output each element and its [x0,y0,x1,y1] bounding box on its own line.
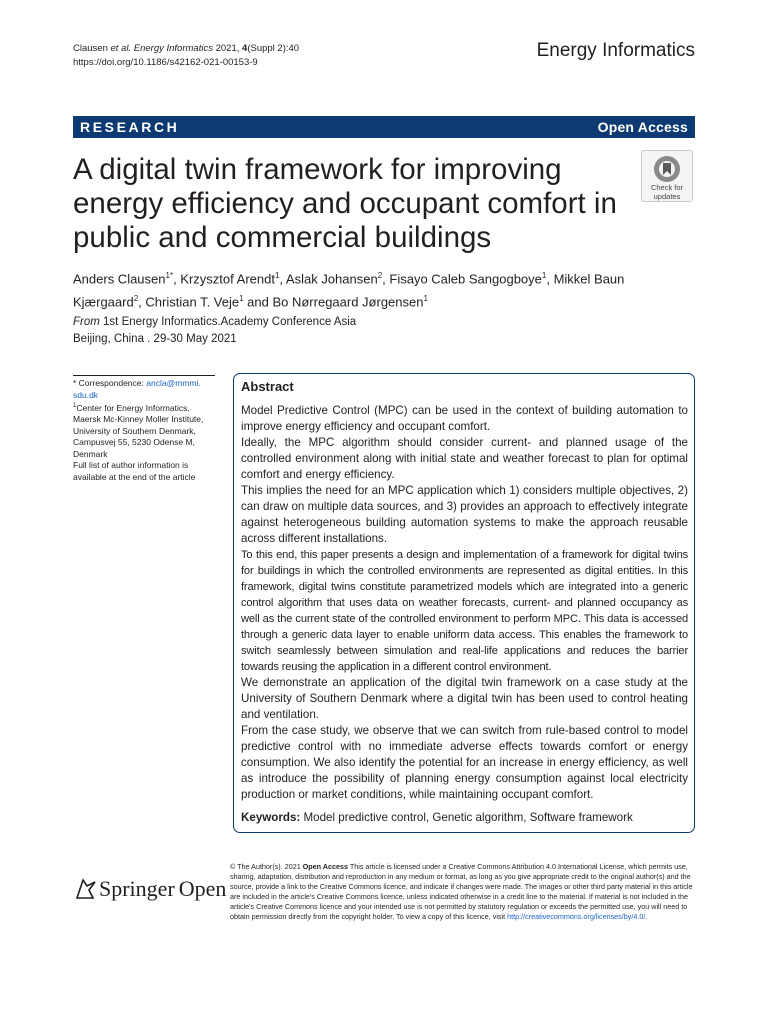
cite-doi[interactable]: https://doi.org/10.1186/s42162-021-00153-9 [73,57,258,68]
crossmark-icon [653,155,681,183]
license-open-access: Open Access [302,862,348,871]
abstract-paragraph: From the case study, we observe that we can switch from rule-based control to model predictive control with no immediate adverse effects towards comfort or energy consumption. We also identify the potential for an increase in energy efficiency, as well as introduce the possibility of planning energy consumption against local electricity production or market conditions, while maintaining occupant comfort. [241,724,688,801]
conference-location-date: Beijing, China . 29-30 May 2021 [73,333,237,345]
correspondence-email-link-cont[interactable]: sdu.dk [73,389,99,400]
author-separator: , [382,271,390,287]
citation-header [73,42,299,70]
author-separator: , [546,271,554,287]
conference-name: 1st Energy Informatics.Academy Conference Asia [99,316,357,328]
author-affiliation-sup: 2 [377,271,383,280]
cite-author: Clausen [73,43,108,54]
cite-issue: (Suppl 2):40 [247,43,300,54]
article-title: A digital twin framework for improving energy efficiency and occupant comfort in public and commercial buildings [73,153,617,254]
cite-volume: 4 [242,43,248,54]
author-affiliation-sup: 1 [274,271,280,280]
abstract-paragraph: To this end, this paper presents a design and implementation of a framework for digital twins for buildings in which the controlled environments are represented as digital entities. In this framework, digital twins constitute parametrized models which are integrated into a generic control algorithm that uses data on weather forecasts, current- and planned occupancy as well as the current state of the controlled environment to perform MPC. This data is accessed through a generic data layer to enable uniform data access. This enables the framework to switch seamlessly between simulation and real-life applications and reduces the barrier towards reusing the application in a different control environment. [241,549,688,673]
author-name: Mikkel Baun Kjærgaard [73,271,625,310]
author-affiliation-sup: 2 [133,294,139,304]
author-separator: , [173,271,181,287]
keywords-line [241,810,633,826]
author-affiliation-sup: 1 [239,294,244,304]
article-type-banner [73,116,695,138]
author-affiliation-sup: 1* [165,271,174,280]
keywords-text: Model predictive control, Genetic algorithm, Software framework [300,811,633,824]
author-name: Christian T. Veje [145,294,240,310]
abstract-paragraph: Ideally, the MPC algorithm should consider current- and planned usage of the controlled environment along with initial state and weather forecast to plan for optimal comfort and energy efficiency. [241,436,688,481]
keywords-label: Keywords: [241,811,301,824]
cite-et-al: et al. [110,43,132,54]
abstract-paragraph: This implies the need for an MPC application which 1) considers multiple objectives, 2) can draw on multiple data sources, and 3) provides an approach to effectively integrate against heterogeneous building automation systems to make the approach reusable across different installations. [241,484,688,545]
cite-year: 2021, [215,43,240,54]
check-for-updates-button[interactable] [641,150,693,202]
journal-name: Energy Informatics [536,40,695,61]
abstract-paragraph: Model Predictive Control (MPC) can be used in the context of building automation to improve energy efficiency and occupant comfort. [241,404,688,433]
full-author-info-note: Full list of author information is available at the end of the article [73,460,196,482]
license-end: . [645,912,648,921]
correspondence-sidebar [73,375,215,483]
author-name: Fisayo Caleb Sangogboye [389,271,542,287]
affiliation-sup: 1 [73,403,77,409]
author-affiliation-sup: 1 [541,271,547,280]
conference-info [73,314,356,348]
abstract-body [241,403,688,803]
check-for-updates-label: Check for [650,183,684,192]
author-separator: , [279,271,286,287]
abstract-paragraph: We demonstrate an application of the digital twin framework on a case study at the University of Southern Denmark where a digital twin has been used to control heating and ventilation. [241,676,688,721]
logo-springer-text: Springer [99,876,175,901]
article-type-label: RESEARCH [80,119,180,135]
from-prefix: From [73,316,100,328]
author-name: Krzysztof Arendt [180,271,275,287]
author-separator: and [243,294,273,310]
license-url-link[interactable]: http://creativecommons.org/licenses/by/4.0/ [507,912,646,921]
springer-open-logo [73,876,226,902]
license-text [230,862,695,922]
updates-label: updates [653,192,681,201]
open-access-label: Open Access [597,119,688,135]
author-list [73,266,683,313]
author-affiliation-sup: 1 [423,294,428,304]
springer-horse-icon [73,876,99,902]
author-name: Aslak Johansen [285,271,378,287]
correspondence-email-link[interactable]: ancla@mmmi. [146,378,201,388]
license-body: This article is licensed under a Creative Commons Attribution 4.0 International License, which permits use, sharing, adaptation, distribution and reproduction in any medium or format, as long as you give appropriate credit to the original author(s) and the source, provide a link to the Creative Commons licence, and indicate if changes were made. The images or other third party material in this article are included in the article's Creative Commons licence, unless indicated otherwise in a credit line to the material. If material is not included in the article's Creative Commons licence and your intended use is not permitted by statutory regulation or exceeds the permitted use, you will need to obtain permission directly from the copyright holder. To view a copy of this licence, visit [230,862,693,921]
author-name: Anders Clausen [73,271,166,287]
license-prefix: © The Author(s). 2021 [230,862,303,871]
cite-journal: Energy Informatics [133,43,213,54]
correspondence-label: * Correspondence: [73,378,147,388]
logo-open-text: Open [178,876,227,901]
affiliation-text: Center for Energy Informatics, Maersk Mc-Kinney Moller Institute, University of Southern Denmark, Campusvej 55, 5230 Odense M, Denmark [73,402,204,459]
author-separator: , [138,294,146,310]
abstract-heading: Abstract [241,379,294,394]
author-name: Bo Nørregaard Jørgensen [272,294,424,310]
